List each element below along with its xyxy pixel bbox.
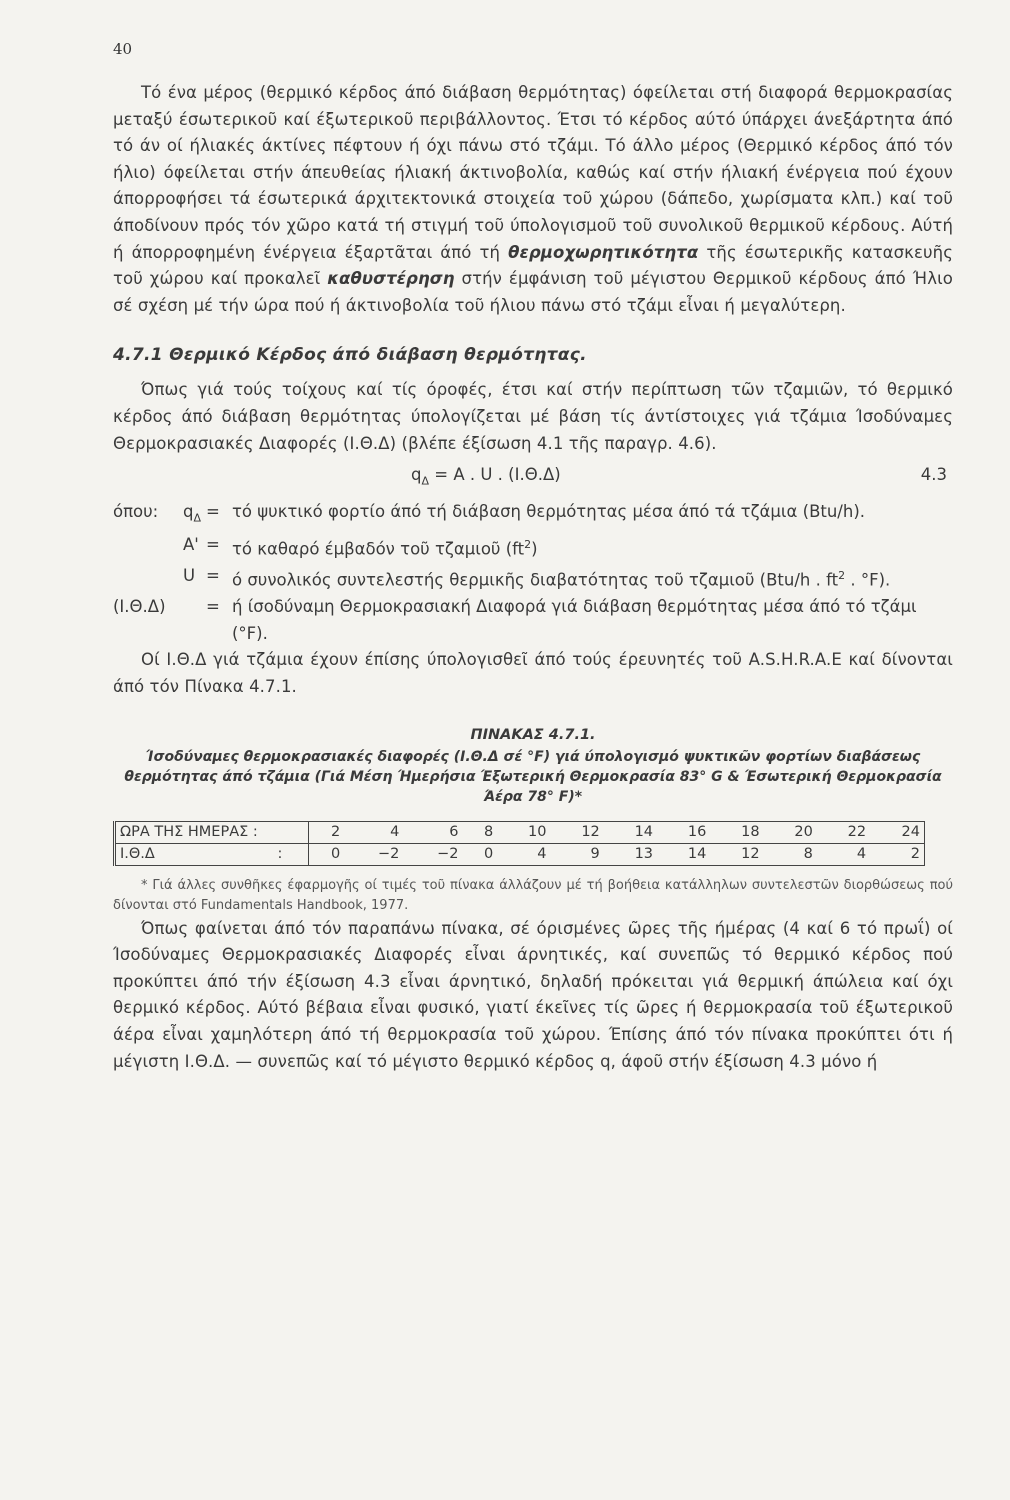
itd-table — [113, 821, 925, 866]
definition-u — [113, 563, 953, 594]
hour-cell: 10 — [497, 821, 550, 843]
table-caption-text: Ίσοδύναμες θερμοκρασιακές διαφορές (Ι.Θ.Δ σέ °F) γιά ύπολογισμό ψυκτικῶν φορτίων διαβάσεως θερμότητας άπό τζάμια (Γιά Μέση Ήμερήσια Έξωτερική Θερμοκρασία 83° G & Έσωτερική Θερμοκρασία Άέρα 78° F)* — [124, 748, 942, 805]
itd-cell: 8 — [803, 846, 813, 863]
itd-cell: 12 — [741, 846, 760, 863]
intro-text-e: στήν έμφάνιση τοῦ μέγιστου Θερμικοῦ κέρδους άπό Ήλιο σέ σχέση μέ τήν ώρα πού ή άκτινοβολία τοῦ ήλιου πάνω στό τζάμι εἶναι ή μεγαλύτερη. — [113, 269, 953, 315]
itd-cell: −2 — [437, 846, 459, 863]
itd-cell: 2 — [910, 846, 920, 863]
section-heading: 4.7.1 Θερμικό Κέρδος άπό διάβαση θερμότητας. — [113, 345, 587, 366]
definition-u-text: ό συνολικός συντελεστής θερμικῆς διαβατότητας τοῦ τζαμιοῦ (Btu/h . $ft^2$ . °F). — [232, 569, 891, 590]
method-paragraph: Όπως γιά τούς τοίχους καί τίς όροφές, έτσι καί στήν περίπτωση τῶν τζαμιῶν, τό θερμικό κέρδος άπό διάβαση θερμότητας ύπολογίζεται μέ βάση τίς άντίστοιχες γιά τζάμια Ίσοδύναμες Θερμοκρασιακές Διαφορές (Ι.Θ.Δ) (βλέπε έξίσωση 4.1 τῆς παραγρ. 4.6). — [113, 380, 953, 453]
row-label-hours: ΩΡΑ ΤΗΣ ΗΜΕΡΑΣ : — [115, 821, 309, 843]
definition-q-symbol: $q_\Delta$ — [183, 502, 202, 525]
table-footnote: * Γιά άλλες συνθῆκες έφαρμογῆς οί τιμές τοῦ πίνακα άλλάζουν μέ τή βοήθεια κατάλληλων συντελεστῶν διορθώσεως πού δίνονται στό Fundamentals Handbook, 1977. — [113, 877, 953, 913]
equation-rhs: = A . U . (Ι.Θ.Δ) — [434, 465, 561, 485]
itd-cell: 14 — [687, 846, 707, 863]
equation-number: 4.3 — [920, 465, 947, 485]
definition-a-equals: = — [206, 535, 220, 555]
hour-cell: 4 — [344, 821, 403, 843]
hour-cell: 14 — [604, 821, 657, 843]
definitions-list — [113, 499, 953, 647]
emphasis-thermal-capacity: θερμοχωρητικότητα — [508, 242, 699, 262]
hour-cell: 12 — [551, 821, 604, 843]
definition-u-symbol: U — [183, 566, 196, 586]
definition-a-text: τό καθαρό έμβαδόν τοῦ τζαμιοῦ $(ft^2)$ — [232, 538, 538, 559]
equation-lhs: q — [411, 465, 422, 485]
table-row-hours — [115, 821, 925, 843]
equation-4-3 — [113, 463, 953, 495]
equation-body — [411, 465, 561, 487]
itd-cell: 4 — [537, 846, 547, 863]
intro-paragraph — [113, 80, 953, 319]
intro-text-c: τῆς έσωτερικῆς κατασκευῆς τοῦ χώρου καί προκαλεῖ — [113, 242, 953, 289]
row-label-itd: Ι.Θ.Δ : — [115, 843, 309, 865]
hour-cell: 2 — [309, 821, 345, 843]
hour-cell: 20 — [764, 821, 817, 843]
definition-itd-equals: = — [206, 597, 220, 617]
hour-cell: 8 — [463, 821, 498, 843]
definition-q-equals: = — [206, 502, 220, 522]
hour-cell: 6 — [403, 821, 462, 843]
itd-cell: 9 — [590, 846, 600, 863]
itd-cell: −2 — [378, 846, 400, 863]
page-number: 40 — [113, 40, 133, 58]
definition-itd-text: ή ίσοδύναμη Θερμοκρασιακή Διαφορά γιά διάβαση θερμότητας μέσα άπό τό τζάμι (°F). — [232, 597, 917, 643]
emphasis-delay: καθυστέρηση — [327, 269, 455, 289]
itd-cell: 0 — [330, 846, 341, 863]
intro-text-a: Τό ένα μέρος (θερμικό κέρδος άπό διάβαση θερμότητας) όφείλεται στή διαφορά θερμοκρασίας μεταξύ έσωτερικοῦ καί έξωτερικοῦ περιβάλλοντος. Έτσι τό κέρδος αύτό ύπάρχει άνεξάρτητα άπό τό άν οί ήλιακές άκτίνες πέφτουν ή όχι πάνω στό τζάμι. Τό άλλο μέρος (Θερμικό κέρδος άπό τόν ήλιο) όφείλεται στήν άπευθείας ήλιακή άκτινοβολία, καθώς καί στήν ήλιακή ένέργεια πού έχουν άπορροφήσει τά έσωτερικά άρχιτεκτονικά στοιχεία τοῦ χώρου (δάπεδο, χωρίσματα κλπ.) καί τοῦ άποδίνουν πρός τόν χῶρο κατά τή στιγμή τοῦ ύπολογισμοῦ τοῦ συνολικοῦ θερμικοῦ κέρδους. Αύτή ή άπορροφημένη ένέργεια έξαρτᾶται άπό τή — [113, 83, 953, 262]
page-body — [113, 80, 953, 1075]
itd-cell: 4 — [856, 846, 867, 863]
definition-a-symbol: A' — [183, 535, 199, 555]
hour-cell: 16 — [657, 821, 710, 843]
definition-itd — [113, 594, 953, 647]
table-title: ΠΙΝΑΚΑΣ 4.7.1. — [470, 726, 596, 743]
hour-cell: 18 — [710, 821, 763, 843]
definition-q — [113, 499, 953, 532]
table-row-itd — [115, 843, 925, 865]
conclusion-paragraph: Όπως φαίνεται άπό τόν παραπάνω πίνακα, σέ όρισμένες ῶρες τῆς ήμέρας (4 καί 6 τό πρωΐ) οί Ίσοδύναμες Θερμοκρασιακές Διαφορές εἶναι άρνητικές, καί συνεπῶς τό θερμικό κέρδος πού προκύπτει άπό τήν έξίσωση 4.3 εἶναι άρνητικό, δηλαδή πρόκειται γιά θερμική άπώλεια καί όχι θερμικό κέρδος. Αύτό βέβαια εἶναι φυσικό, γιατί έκεῖνες τίς ῶρες ή θερμοκρασία τοῦ έξωτερικοῦ άέρα εἶναι χαμηλότερη άπό τή θερμοκρασία τοῦ χώρου. Έπίσης άπό τόν πίνακα προκύπτει ότι ή μέγιστη Ι.Θ.Δ. — συνεπῶς καί τό μέγιστο θερμικό κέρδος q, άφοῦ στήν έξίσωση 4.3 μόνο ή — [113, 918, 953, 1071]
itd-cell: 13 — [634, 846, 654, 863]
hour-cell: 24 — [870, 821, 924, 843]
definition-q-text: τό ψυκτικό φορτίο άπό τή διάβαση θερμότητας μέσα άπό τά τζάμια (Btu/h). — [232, 502, 866, 522]
definition-itd-symbol: (Ι.Θ.Δ) — [113, 597, 166, 617]
table-caption — [113, 725, 953, 807]
itd-cell: 0 — [484, 846, 494, 863]
equation-lhs-subscript: Δ — [421, 474, 430, 488]
ashrae-paragraph: Οί Ι.Θ.Δ γιά τζάμια έχουν έπίσης ύπολογισθεῖ άπό τούς έρευνητές τοῦ A.S.H.R.A.E καί δίνονται άπό τόν Πίνακα 4.7.1. — [113, 650, 953, 696]
definition-a — [113, 532, 953, 563]
definitions-intro: όπου: — [113, 502, 159, 522]
definition-u-equals: = — [206, 566, 220, 586]
hour-cell: 22 — [817, 821, 870, 843]
